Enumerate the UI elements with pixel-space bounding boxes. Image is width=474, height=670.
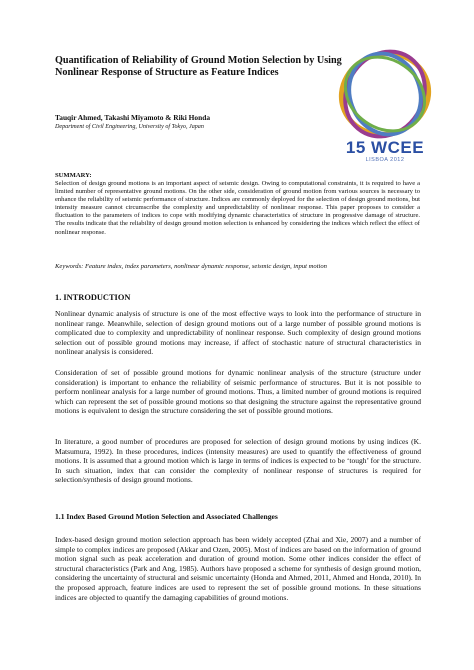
intro-paragraph-1: Nonlinear dynamic analysis of structure is one of the most effective ways to look into the performance of structure in nonlinear range. Meanwhile, selection of design ground motions out of a large number of possible ground motions is complicated due to complexity and unpredictability of nonlinear response. Such complexity of design ground motions selection out of possible ground motions may increase, if affect of stochastic nature of structural characteristics in nonlinear analysis is considered. xyxy=(55,309,421,357)
paper-title: Quantification of Reliability of Ground Motion Selection by Using Nonlinear Response of Structure as Feature Indices xyxy=(55,55,342,79)
intro-paragraph-3: In literature, a good number of procedures are proposed for selection of design ground motions by using indices (K. Matsumura, 1992). In these procedures, indices (intensity measures) are used to quantify the effectiveness of ground motions. It is assumed that a ground motion which is large in terms of indices is expected to be ‘tough’ for the structure. In such situation, index that can consider the complexity of nonlinear response of structures is required for selection/synthesis of design ground motions. xyxy=(55,437,421,485)
intro-paragraph-2: Consideration of set of possible ground motions for dynamic nonlinear analysis of the structure (structure under consideration) is important to enhance the reliability of seismic performance of structures. But it is not possible to perform nonlinear analysis for a large number of ground motions. Thus, a limited number of ground motions is required which can represent the set of possible ground motions so that designing the structure against the representative ground motions is equivalent to design the structure considering the set of possible ground motions. xyxy=(55,368,421,416)
subsection-heading: 1.1 Index Based Ground Motion Selection and Associated Challenges xyxy=(55,512,278,521)
summary-heading: SUMMARY: xyxy=(55,172,92,179)
logo-title: 15 WCEE xyxy=(345,138,425,157)
logo-subtitle: LISBOA 2012 xyxy=(365,157,405,163)
section-heading-introduction: 1. INTRODUCTION xyxy=(55,293,131,302)
logo-ring-green xyxy=(331,42,439,146)
summary-text: Selection of design ground motions is an important aspect of seismic design. Owing to computational constraints, it is required to have a limited number of representative ground motions. On the other side, consideration of ground motion from various sources is necessary to enhance the reliability of seismic performance of structure. Indices are commonly deployed for the selection of design ground motions, but intensity measure cannot circumscribe the complexity and unpredictability of nonlinear response. This paper proposes to consider a fluctuation to the parameters of indices to cope with modifying dynamic characteristics of structure in progressive damage of structure. The results indicate that the reliability of design ground motion selection is enhanced by considering the indices which reflect the effect of nonlinear response. xyxy=(55,180,420,236)
keywords: Keywords: Feature index, index parameters, nonlinear dynamic response, seismic design, input motion xyxy=(55,263,327,270)
subsection-paragraph-1: Index-based design ground motion selection approach has been widely accepted (Zhai and Xie, 2007) and a number of simple to complex indices are proposed (Akkar and Ozen, 2005). Most of indices are based on the information of ground motion signal such as peak acceleration and duration of ground motion. Some other indices consider the effect of structural characteristics (Park and Ang, 1985). Authors have proposed a scheme for synthesis of design ground motion, considering the uncertainty of structural and seismic uncertainty (Honda and Ahmed, 2011, Ahmed and Honda, 2010). In the proposed approach, feature indices are used to represent the set of possible ground motions. In these situations indices are objected to quantify the damaging capabilities of ground motions. xyxy=(55,535,421,602)
affiliation: Department of Civil Engineering, University of Tokyo, Japan xyxy=(55,124,204,130)
author-list: Tauqir Ahmed, Takashi Miyamoto & Riki Honda xyxy=(55,113,211,122)
